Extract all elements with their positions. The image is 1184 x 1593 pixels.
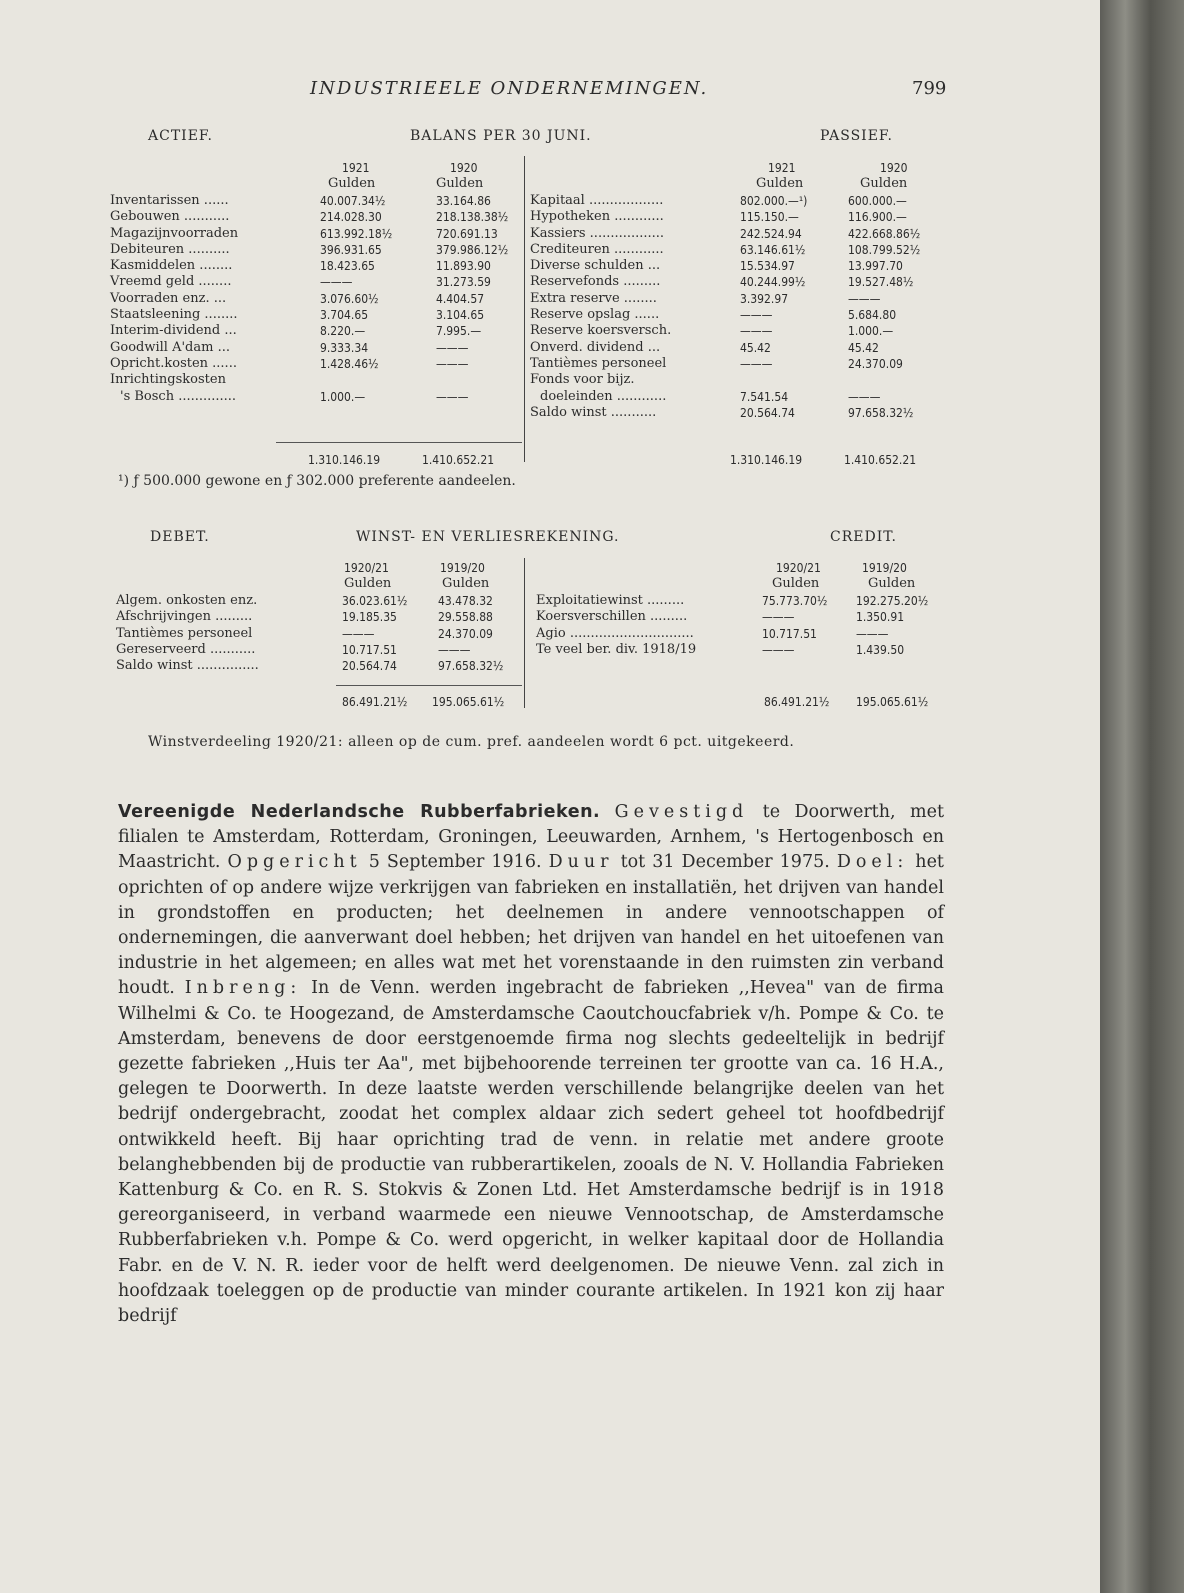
- row-label: Goodwill A'dam ...: [110, 339, 230, 355]
- actief-table: [110, 193, 522, 405]
- row-label: Reservefonds .........: [530, 274, 661, 290]
- row-label: Algem. onkosten enz.: [116, 593, 258, 608]
- table-row: [110, 242, 522, 258]
- book-spine: [1100, 0, 1184, 1593]
- row-label: Koersverschillen .........: [536, 609, 688, 625]
- cell-value: 33.164.86: [436, 194, 491, 208]
- article-body: Vereenigde Nederlandsche Rubberfabrieken. Gevestigd te Doorwerth, met filialen te Amsterdam, Rotterdam, Groningen, Leeuwarden, Arnhem, 's Hertogenbosch en Maastricht. Opgericht 5 September 1916. Duur tot 31 December 1975. Doel: het oprichten of op andere wijze verkrijgen van fabrieken en installatiën, het drijven van handel in grondstoffen en producten; het deelnemen in andere vennootschappen of ondernemingen, die aanverwant doel hebben; het drijven van handel en het uitoefenen van industrie in het algemeen; en alles wat met het vorenstaande in den ruimsten zin verband houdt. Inbreng: In de Venn. werden ingebracht de fabrieken ,,Hevea" van de firma Wilhelmi & Co. te Hoogezand, de Amsterdamsche Caoutchoucfabriek v/h. Pompe & Co. te Amsterdam, benevens de door eerstgenoemde firma nog slechts gedeeltelijk in bedrijf gezette fabrieken ,,Huis ter Aa", met bijbehoorende terreinen ter grootte van ca. 16 H.A., gelegen te Doorwerth. In deze laatste werden verschillende belangrijke deelen van het bedrijf ondergebracht, zoodat het complex aldaar zich sedert geheel tot hoofdbedrijf ontwikkeld heeft. Bij haar oprichting trad de venn. in relatie met andere groote belanghebbenden bij de productie van rubberartikelen, zooals de N. V. Hollandia Fabrieken Kattenburg & Co. en R. S. Stokvis & Zonen Ltd. Het Amsterdamsche bedrijf is in 1918 gereorganiseerd, in verband waarmede een nieuwe Vennootschap, de Amsterdamsche Rubberfabrieken v.h. Pompe & Co. werd opgericht, in welker kapitaal door de Hollandia Fabr. en de V. N. R. ieder voor de helft werd deelgenomen. De nieuwe Venn. zal zich in hoofdzaak toeleggen op de productie van minder courante artikelen. In 1921 kon zij haar bedrijf: [118, 802, 944, 1327]
- row-label: Extra reserve ........: [530, 290, 657, 306]
- cell-value: 11.893.90: [436, 259, 491, 274]
- cell-value: 214.028.30: [320, 210, 382, 225]
- cell-value: 24.370.09: [848, 356, 903, 371]
- cell-value: 97.658.32½: [438, 659, 504, 674]
- table-row: [530, 340, 950, 356]
- row-label: Exploitatiewinst .........: [536, 593, 685, 608]
- table-row: [110, 323, 522, 339]
- debet-table: [116, 593, 522, 674]
- cell-value: 40.007.34½: [320, 194, 386, 208]
- table-row: [110, 389, 522, 405]
- row-label: Opricht.kosten ......: [110, 355, 237, 371]
- cell-value: ———: [848, 291, 881, 306]
- cell-value: ———: [436, 389, 469, 404]
- cell-value: 1.350.91: [856, 610, 905, 625]
- table-row: [530, 226, 950, 242]
- cell-value: 45.42: [740, 340, 771, 355]
- cell-value: 29.558.88: [438, 610, 493, 625]
- row-label: Kassiers ..................: [530, 225, 665, 241]
- kw-gevestigd: Gevestigd: [614, 802, 749, 822]
- actief-label: ACTIEF.: [148, 128, 213, 144]
- cell-value: 4.404.57: [436, 291, 485, 306]
- cell-value: 19.527.48½: [848, 275, 914, 290]
- row-label: Inrichtingskosten: [110, 372, 226, 388]
- cell-value: 15.534.97: [740, 259, 795, 274]
- row-label: doeleinden ............: [540, 388, 667, 404]
- cell-value: 396.931.65: [320, 242, 382, 257]
- table-row: [530, 193, 950, 209]
- row-label: Kapitaal ..................: [530, 193, 664, 208]
- balans-divider: [524, 156, 525, 462]
- row-label: Staatsleening ........: [110, 307, 238, 323]
- cell-value: 613.992.18½: [320, 226, 393, 241]
- row-label: Agio ..............................: [536, 625, 694, 641]
- cell-value: ———: [342, 626, 375, 641]
- cell-value: 218.138.38½: [436, 210, 509, 225]
- row-label: Tantièmes personeel: [116, 625, 253, 641]
- cell-value: ———: [438, 642, 471, 657]
- cell-value: 10.717.51: [762, 626, 817, 641]
- row-label: Onverd. dividend ...: [530, 339, 661, 355]
- table-row: [530, 405, 950, 421]
- cell-value: ———: [762, 642, 795, 657]
- cell-value: 720.691.13: [436, 226, 498, 241]
- cell-value: 422.668.86½: [848, 226, 921, 241]
- table-row: [110, 307, 522, 323]
- table-row: [116, 609, 522, 625]
- page-number: 799: [912, 78, 947, 99]
- row-label: Fonds voor bijz.: [530, 372, 635, 388]
- cell-value: 115.150.—: [740, 210, 799, 225]
- cell-value: 600.000.—: [848, 194, 907, 208]
- cell-value: 108.799.52½: [848, 242, 921, 257]
- winst-note: Winstverdeeling 1920/21: alleen op de cum. pref. aandeelen wordt 6 pct. uitgekeerd.: [148, 734, 795, 750]
- table-row: [110, 356, 522, 372]
- cell-value: 3.076.60½: [320, 291, 379, 306]
- cell-value: 116.900.—: [848, 210, 907, 225]
- row-label: Crediteuren ............: [530, 241, 664, 257]
- cell-value: 75.773.70½: [762, 594, 828, 608]
- cell-value: 45.42: [848, 340, 879, 355]
- cell-value: 13.997.70: [848, 259, 903, 274]
- row-label: Gereserveerd ...........: [116, 641, 256, 657]
- winst-title: WINST- EN VERLIESREKENING.: [356, 529, 620, 545]
- kw-duur: Duur: [548, 852, 614, 873]
- table-row: [530, 209, 950, 225]
- cell-value: 1.000.—: [320, 389, 366, 404]
- table-row: [116, 593, 522, 609]
- row-label: Afschrijvingen .........: [116, 609, 253, 625]
- row-label: Inventarissen ......: [110, 193, 229, 208]
- table-row: [530, 389, 950, 405]
- row-label: Te veel ber. div. 1918/19: [536, 641, 697, 657]
- row-label: Magazijnvoorraden: [110, 225, 239, 241]
- passief-label: PASSIEF.: [820, 128, 893, 144]
- cell-value: 3.104.65: [436, 308, 485, 323]
- cell-value: 7.995.—: [436, 324, 482, 339]
- table-row: [116, 642, 522, 658]
- table-row: [110, 226, 522, 242]
- running-title: INDUSTRIEELE ONDERNEMINGEN.: [310, 78, 709, 99]
- row-label: Reserve koersversch.: [530, 323, 672, 339]
- cell-value: 5.684.80: [848, 308, 897, 323]
- cell-value: 192.275.20½: [856, 594, 929, 608]
- table-row: [536, 626, 946, 642]
- cell-value: 3.704.65: [320, 308, 369, 323]
- table-row: [530, 323, 950, 339]
- credit-label: CREDIT.: [830, 529, 897, 545]
- cell-value: ———: [320, 275, 353, 290]
- cell-value: 379.986.12½: [436, 242, 509, 257]
- table-row: [536, 609, 946, 625]
- cell-value: ———: [740, 324, 773, 339]
- cell-value: ———: [856, 626, 889, 641]
- balans-footnote: ¹) ƒ 500.000 gewone en ƒ 302.000 preferente aandeelen.: [118, 473, 516, 489]
- cell-value: ———: [740, 356, 773, 371]
- cell-value: 40.244.99½: [740, 275, 806, 290]
- article-heading: Vereenigde Nederlandsche Rubberfabrieken.: [118, 802, 601, 822]
- table-row: [530, 274, 950, 290]
- cell-value: 7.541.54: [740, 389, 789, 404]
- table-row: [110, 274, 522, 290]
- row-label: Vreemd geld ........: [110, 274, 232, 290]
- cell-value: 31.273.59: [436, 275, 491, 290]
- row-label: Saldo winst ...............: [116, 658, 259, 674]
- cell-value: 1.000.—: [848, 324, 894, 339]
- row-label: Reserve opslag ......: [530, 307, 660, 323]
- row-label: Kasmiddelen ........: [110, 258, 233, 274]
- cell-value: ———: [436, 340, 469, 355]
- cell-value: 8.220.—: [320, 324, 366, 339]
- table-row: [530, 258, 950, 274]
- cell-value: 19.185.35: [342, 610, 397, 625]
- winst-divider: [524, 558, 525, 708]
- cell-value: 20.564.74: [342, 659, 397, 674]
- row-label: Saldo winst ...........: [530, 404, 657, 420]
- row-label: Interim-dividend ...: [110, 323, 237, 339]
- cell-value: 9.333.34: [320, 340, 369, 355]
- table-row: [530, 307, 950, 323]
- cell-value: 63.146.61½: [740, 242, 806, 257]
- row-label: Gebouwen ...........: [110, 209, 230, 225]
- table-row: [110, 193, 522, 209]
- table-row: [110, 340, 522, 356]
- table-row: [116, 626, 522, 642]
- cell-value: 1.428.46½: [320, 356, 379, 371]
- row-label: Debiteuren ..........: [110, 241, 230, 257]
- table-row: [110, 372, 522, 388]
- cell-value: ———: [762, 610, 795, 625]
- table-row: [530, 291, 950, 307]
- cell-value: 97.658.32½: [848, 405, 914, 420]
- kw-doel: Doel:: [836, 852, 909, 873]
- table-row: [110, 209, 522, 225]
- table-row: [530, 356, 950, 372]
- cell-value: ———: [740, 308, 773, 323]
- cell-value: 20.564.74: [740, 405, 795, 420]
- table-row: [110, 258, 522, 274]
- row-label: 's Bosch ..............: [120, 388, 237, 404]
- kw-opgericht: Opgericht: [227, 852, 362, 873]
- kw-inbreng: Inbreng:: [184, 978, 302, 999]
- table-row: [110, 291, 522, 307]
- cell-value: ———: [848, 389, 881, 404]
- table-row: [536, 642, 946, 658]
- table-row: [530, 242, 950, 258]
- table-row: [116, 658, 522, 674]
- row-label: Tantièmes personeel: [530, 355, 667, 371]
- cell-value: 3.392.97: [740, 291, 789, 306]
- table-row: [530, 372, 950, 388]
- table-row: [536, 593, 946, 609]
- balans-title: BALANS PER 30 JUNI.: [410, 128, 592, 144]
- cell-value: 18.423.65: [320, 259, 375, 274]
- cell-value: 10.717.51: [342, 642, 397, 657]
- row-label: Hypotheken ............: [530, 209, 664, 225]
- cell-value: 242.524.94: [740, 226, 802, 241]
- cell-value: 36.023.61½: [342, 594, 408, 608]
- book-page: INDUSTRIEELE ONDERNEMINGEN. 799 ACTIEF. BALANS PER 30 JUNI. PASSIEF. 1921 1920 Gulden Gulden 1921 1920 Gulden Gulden Inventarissen ...... 40.007.34½ 33.164.86 Gebouwen ........... 214.028.30 218.138.38½ Magazijnvoorraden 613.992.18½ 720.691.13 Debiteuren .......... 396.931.65 379.986.12½ Kasmiddelen ........ 18.423.65 11.893.90 Vreemd geld ........ ——— 31.273.59 Voorraden enz. ... 3.076.60½ 4.404.57 Staatsleening ........ 3.704.65 3.104.65 Interim-dividend ... 8.220.— 7.995.— Goodwill A'dam ... 9.333.34 ——— Opricht.kosten ...... 1.428.46½ ——— Inrichtingskosten 's Bosch .............. 1.000.— ——— Kapitaal .................. 802.000.—¹) 600.000.— Hypotheken ............ 115.150.— 116.900.— Kassiers .................. 242.524.94 422.668.86½ Crediteuren ............ 63.146.61½ 108.799.52½ Diverse schulden ... 15.534.97 13.997.70 Reservefonds ......... 40.244.99½ 19.527.48½ Extra reserve ........ 3.392.97 ——— Reserve opslag ...... ——— 5.684.80 Reserve koersversch. ——— 1.000.— Onverd. dividend ... 45.42 45.42 Tantièmes personeel ——— 24.370.09 Fonds voor bijz. doeleinden ............ 7.541.54 ——— Saldo winst ........... 20.564.74 97.658.32½ 1.310.146.19 1.410.652.21 1.310.146.19 1.410.652.21 ¹) ƒ 500.000 gewone en ƒ 302.000 preferente aandeelen. DEBET. WINST- EN VERLIESREKENING. CREDIT. 1920/21 1919/20 Gulden Gulden 1920/21 1919/20 Gulden Gulden Algem. onkosten enz. 36.023.61½ 43.478.32 Afschrijvingen ......... 19.185.35 29.558.88 Tantièmes personeel ——— 24.370.09 Gereserveerd ........... 10.717.51 ——— Saldo winst ............... 20.564.74 97.658.32½ Exploitatiewinst ......... 75.773.70½ 192.275.20½ Koersverschillen ......... ——— 1.350.91 Agio .............................. 10.717.51 ——— Te veel ber. div. 1918/19 ——— 1.439.50 86.491.21½ 195.065.61½ 86.491.21½ 195.065.61½ Winstverdeeling 1920/21: alleen op de cum. pref. aandeelen wordt 6 pct. uitgekeerd. Vereenigde Nederlandsche Rubberfabrieken. Gevestigd te Doorwerth, met filialen te Amsterdam, Rotterdam, Groningen, Leeuwarden, Arnhem, 's Hertogenbosch en Maastricht. Opgericht 5 September 1916. Duur tot 31 December 1975. Doel: het oprichten of op andere wijze verkrijgen van fabrieken en installatiën, het drijven van handel in grondstoffen en producten; het deelnemen in andere vennootschappen of ondernemingen, die aanverwant doel hebben; het drijven van handel en het uitoefenen van industrie in het algemeen; en alles wat met het vorenstaande in den ruimsten zin verband houdt. Inbreng: In de Venn. werden ingebracht de fabrieken ,,Hevea" van de firma Wilhelmi & Co. te Hoogezand, de Amsterdamsche Caoutchoucfabriek v/h. Pompe & Co. te Amsterdam, benevens de door eerstgenoemde firma nog slechts gedeeltelijk in bedrijf gezette fabrieken ,,Huis ter Aa", met bijbehoorende terreinen ter grootte van ca. 16 H.A., gelegen te Doorwerth. In deze laatste werden verschillende belangrijke deelen van het bedrijf ondergebracht, zoodat het complex aldaar zich sedert geheel tot hoofdbedrijf ontwikkeld heeft. Bij haar oprichting trad de venn. in relatie met andere groote belanghebbenden bij de productie van rubberartikelen, zooals de N. V. Hollandia Fabrieken Kattenburg & Co. en R. S. Stokvis & Zonen Ltd. Het Amsterdamsche bedrijf is in 1918 gereorganiseerd, in verband waarmede een nieuwe Vennootschap, de Amsterdamsche Rubberfabrieken v.h. Pompe & Co. werd opgericht, in welker kapitaal door de Hollandia Fabr. en de V. N. R. ieder voor de helft werd deelgenomen. De nieuwe Venn. zal zich in hoofdzaak toeleggen op de productie van minder courante artikelen. In 1921 kon zij haar bedrijf: [0, 0, 1100, 1593]
- credit-table: [536, 593, 946, 658]
- debet-total-rule: [336, 685, 522, 686]
- cell-value: 24.370.09: [438, 626, 493, 641]
- cell-value: ———: [436, 356, 469, 371]
- actief-total-rule: [276, 442, 522, 443]
- debet-label: DEBET.: [150, 529, 210, 545]
- row-label: Voorraden enz. ...: [110, 290, 227, 306]
- row-label: Diverse schulden ...: [530, 258, 661, 274]
- cell-value: 43.478.32: [438, 594, 493, 608]
- cell-value: 1.439.50: [856, 642, 905, 657]
- cell-value: 802.000.—¹): [740, 194, 808, 208]
- passief-table: [530, 193, 950, 421]
